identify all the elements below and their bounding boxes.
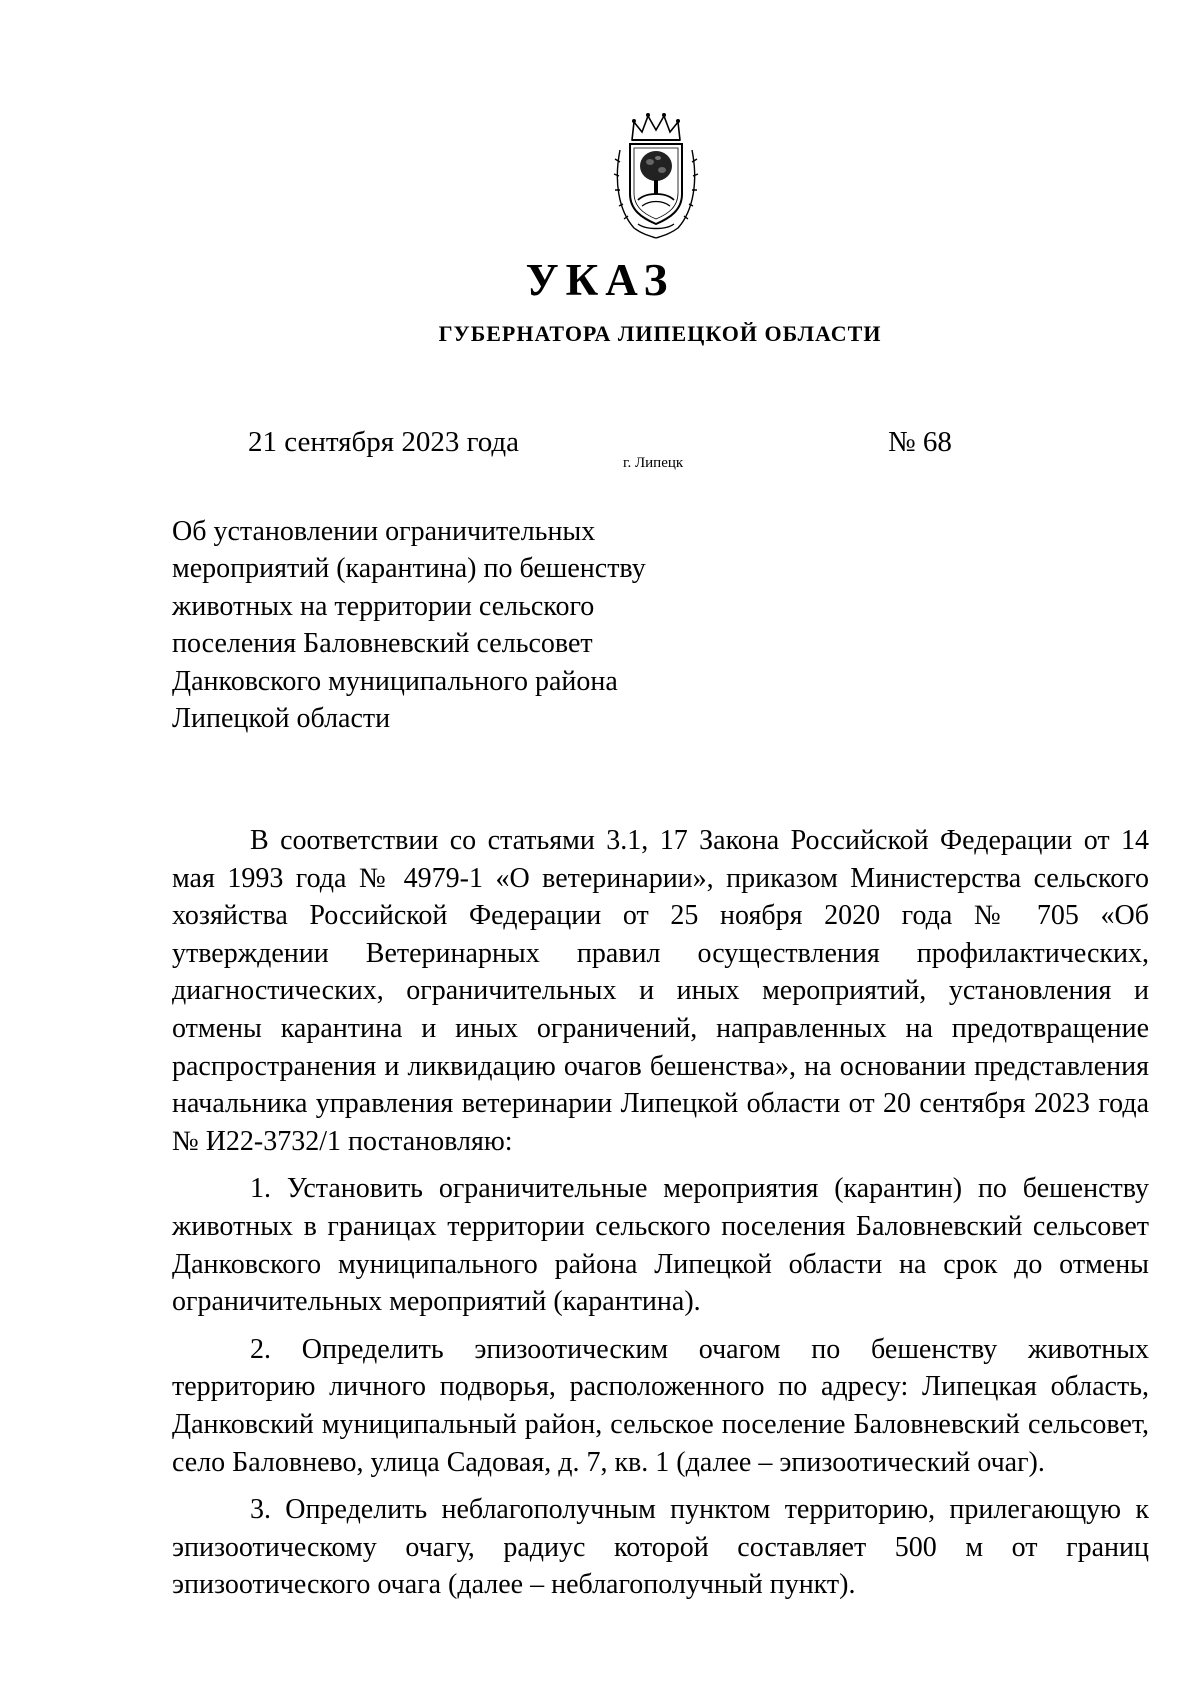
preamble-paragraph: В соответствии со статьями 3.1, 17 Закона Российской Федерации от 14 мая 1993 года № 4979-1 «О ветеринарии», приказом Министерства сельского хозяйства Российской Федерации от 25 ноября 2020 года № 705 «Об утверждении Ветеринарных правил осуществления профилактических, диагностических, ограничительных и иных мероприятий, установления и отмены карантина и иных ограничений, направленных на предотвращение распространения и ликвидацию очагов бешенства», на основании представления начальника управления ветеринарии Липецкой области от 20 сентября 2023 года № И22-3732/1 постановляю: (172, 825, 1149, 1157)
document-city: г. Липецк (623, 455, 684, 471)
document-date: 21 сентября 2023 года (248, 426, 520, 458)
document-number: № 68 (888, 426, 952, 458)
decree-heading (172, 513, 692, 737)
heading-line: Данковского муниципального района (172, 665, 618, 697)
clause-1-paragraph: 1. Установить ограничительные мероприятия (карантин) по бешенству животных в границах территории сельского поселения Баловневский сельсовет Данковского муниципального района Липецкой области на срок до отмены ограничительных мероприятий (карантина). (172, 1173, 1149, 1318)
coat-of-arms-icon (612, 110, 700, 240)
heading-line: Липецкой области (172, 703, 391, 735)
heading-line: животных на территории сельского (172, 590, 595, 622)
heading-line: поселения Баловневский сельсовет (172, 628, 593, 660)
decree-body (172, 822, 1149, 1614)
issuer-subtitle: ГУБЕРНАТОРА ЛИПЕЦКОЙ ОБЛАСТИ (438, 321, 882, 346)
document-type-title: УКАЗ (525, 255, 675, 305)
heading-line: мероприятий (карантина) по бешенству (172, 553, 646, 585)
coat-of-arms-drawing (612, 110, 700, 240)
clause-3-paragraph: 3. Определить неблагополучным пунктом территорию, прилегающую к эпизоотическому очагу, радиус которой составляет 500 м от границ эпизоотического очага (далее – неблагополучный пункт). (172, 1494, 1149, 1601)
heading-line: Об установлении ограничительных (172, 516, 596, 547)
clause-2-paragraph: 2. Определить эпизоотическим очагом по бешенству животных территорию личного подворья, расположенного по адресу: Липецкая область, Данковский муниципальный район, сельское поселение Баловневский сельсовет, село Баловнево, улица Садовая, д. 7, кв. 1 (далее – эпизоотический очаг). (172, 1333, 1149, 1478)
